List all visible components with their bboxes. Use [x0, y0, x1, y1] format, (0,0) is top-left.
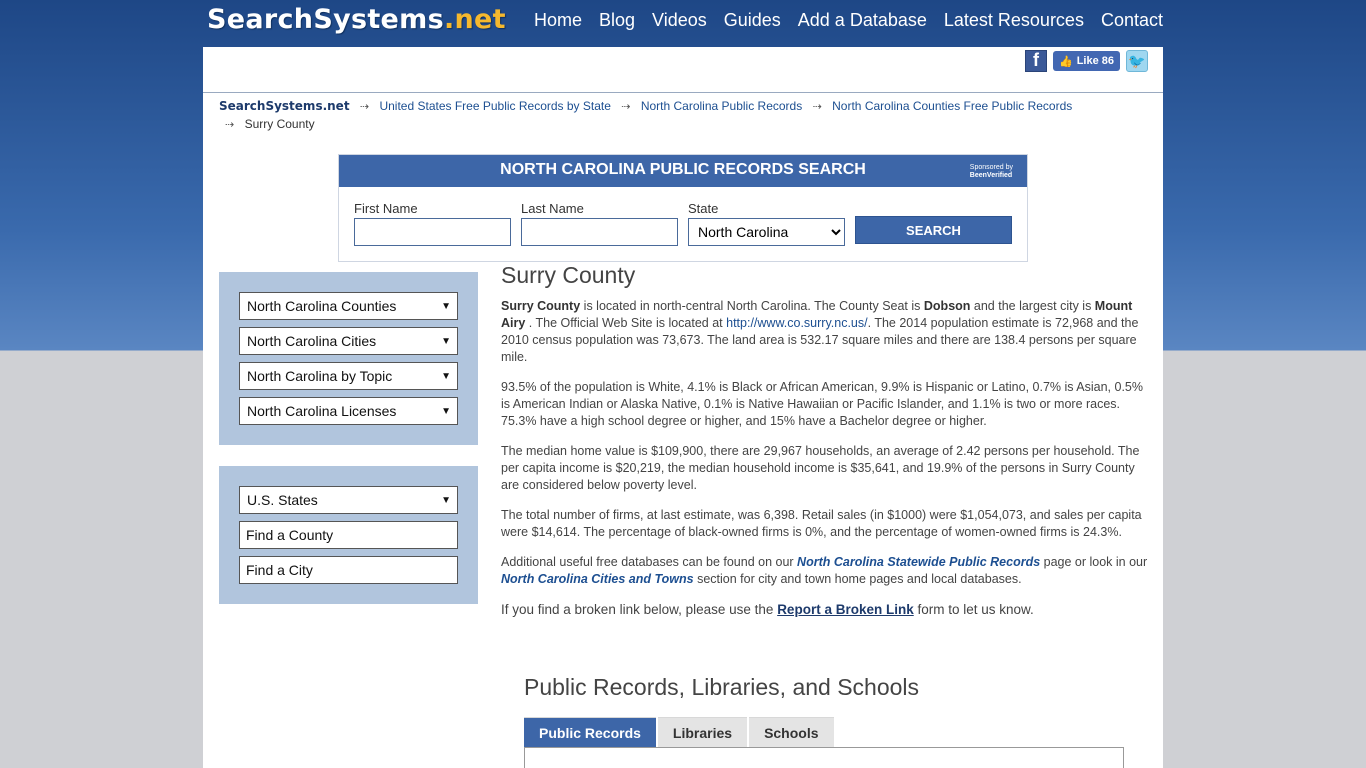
additional-databases-paragraph: Additional useful free databases can be found on our North Carolina Statewide Public Records page or look in our North Carolina Cities and Towns section for city and town home pages and local databases. — [501, 555, 1148, 586]
firms-paragraph: The total number of firms, at last estimate, was 6,398. Retail sales (in $1000) were $1,054,073, and sales per capita were $14,614. The percentage of black-owned firms is 0%, and the percentage of women-owned firms is 24.3%. — [501, 508, 1142, 539]
income-paragraph: The median home value is $109,900, there are 29,967 households, an average of 2.42 persons per household. The per capita income is $20,219, the median household income is $35,641, and 19.9% of the persons in Surry County are considered below poverty level. — [501, 444, 1140, 492]
twitter-icon[interactable]: 🐦 — [1126, 50, 1148, 72]
chevron-down-icon: ▼ — [441, 405, 451, 417]
sponsor-badge: Sponsored by BeenVerified — [969, 164, 1013, 179]
tab-panel — [524, 747, 1124, 768]
social-bar — [1025, 50, 1148, 72]
last-name-input[interactable] — [521, 218, 678, 246]
site-logo[interactable]: SearchSystems.net — [207, 4, 506, 35]
tab-libraries[interactable]: Libraries — [658, 717, 747, 747]
us-states-select[interactable]: U.S. States ▼ — [239, 486, 458, 514]
demographics-paragraph: 93.5% of the population is White, 4.1% is Black or African American, 9.9% is Hispanic or Latino, 0.7% is Asian, 0.5% is American Indian or Alaska Native, 0.1% is Native Hawaiian or Pacific Islander, and 1.1% is two or more races. 75.3% have a high school degree or higher, and 15% have a Bachelor degree or higher. — [501, 380, 1143, 428]
nc-licenses-select[interactable]: North Carolina Licenses ▼ — [239, 397, 458, 425]
thumbs-up-icon: 👍 — [1058, 55, 1073, 68]
search-title: NORTH CAROLINA PUBLIC RECORDS SEARCH Sponsored by BeenVerified — [339, 155, 1027, 187]
breadcrumb-us-records[interactable]: United States Free Public Records by State — [379, 99, 611, 113]
nav-contact[interactable]: Contact — [1100, 10, 1163, 30]
state-label: State — [688, 201, 719, 216]
search-button[interactable]: SEARCH — [855, 216, 1012, 244]
records-section — [524, 674, 1124, 768]
first-name-input[interactable] — [354, 218, 511, 246]
last-name-group — [521, 201, 678, 246]
last-name-label: Last Name — [521, 201, 584, 216]
records-tabs — [524, 717, 1124, 747]
page-title: Surry County — [501, 262, 636, 288]
arrow-icon: ⇢ — [621, 101, 631, 113]
first-name-group — [354, 201, 511, 246]
official-website-link[interactable]: http://www.co.surry.nc.us/ — [726, 316, 868, 330]
records-search-box — [338, 154, 1028, 262]
chevron-down-icon: ▼ — [441, 370, 451, 382]
county-article — [501, 262, 1149, 631]
site-header — [203, 0, 1163, 47]
broken-link-paragraph: If you find a broken link below, please use the Report a Broken Link form to let us know. — [501, 602, 1034, 617]
nav-guides[interactable]: Guides — [723, 10, 781, 30]
nc-statewide-records-link[interactable]: North Carolina Statewide Public Records — [797, 555, 1041, 569]
breadcrumb — [219, 98, 1119, 134]
sidebar-state-menus — [219, 272, 478, 445]
nav-videos[interactable]: Videos — [652, 10, 707, 30]
nc-counties-select[interactable]: North Carolina Counties ▼ — [239, 292, 458, 320]
nav-home[interactable]: Home — [533, 10, 582, 30]
arrow-icon: ⇢ — [359, 101, 370, 113]
records-section-title: Public Records, Libraries, and Schools — [524, 674, 920, 700]
main-nav — [517, 10, 1163, 31]
arrow-icon: ⇢ — [812, 101, 822, 113]
sidebar-finders — [219, 466, 478, 604]
first-name-label: First Name — [354, 201, 418, 216]
state-select[interactable] — [688, 218, 845, 246]
report-broken-link[interactable]: Report a Broken Link — [777, 602, 914, 617]
find-county-input[interactable]: Find a County — [239, 521, 458, 549]
chevron-down-icon: ▼ — [441, 300, 451, 312]
chevron-down-icon: ▼ — [441, 335, 451, 347]
tab-public-records[interactable]: Public Records — [524, 717, 656, 747]
content-panel — [203, 47, 1163, 768]
state-group — [688, 201, 845, 246]
find-city-input[interactable]: Find a City — [239, 556, 458, 584]
breadcrumb-nc-counties[interactable]: North Carolina Counties Free Public Records — [832, 99, 1073, 113]
facebook-like-button[interactable]: 👍 Like 86 — [1053, 51, 1120, 71]
breadcrumb-nc-records[interactable]: North Carolina Public Records — [640, 99, 803, 113]
tab-schools[interactable]: Schools — [749, 717, 833, 747]
nc-topic-select[interactable]: North Carolina by Topic ▼ — [239, 362, 458, 390]
arrow-icon: ⇢ — [225, 119, 235, 131]
nav-latest-resources[interactable]: Latest Resources — [943, 10, 1084, 30]
facebook-icon[interactable]: f — [1025, 50, 1047, 72]
breadcrumb-current: Surry County — [244, 117, 315, 131]
nc-cities-towns-link[interactable]: North Carolina Cities and Towns — [501, 572, 694, 586]
nav-blog[interactable]: Blog — [598, 10, 636, 30]
breadcrumb-home[interactable]: SearchSystems.net — [219, 99, 350, 113]
chevron-down-icon: ▼ — [441, 494, 451, 506]
intro-paragraph: Surry County is located in north-central North Carolina. The County Seat is Dobson and the largest city is Mount Airy . The Official Web Site is located at http://www.co.surry.nc.us/. The 2014 population estimate is 72,968 and the 2010 census population was 73,673. The land area is 532.17 square miles and there are 138.4 persons per square mile. — [501, 299, 1139, 364]
nc-cities-select[interactable]: North Carolina Cities ▼ — [239, 327, 458, 355]
nav-add-database[interactable]: Add a Database — [797, 10, 927, 30]
header-divider — [203, 92, 1163, 93]
